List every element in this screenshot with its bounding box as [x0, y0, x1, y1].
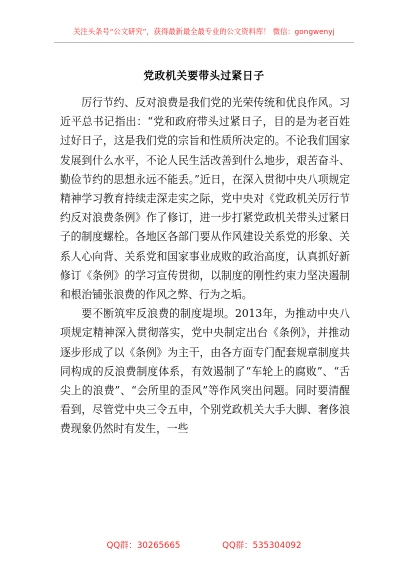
- header-notice: 关注头条号“公文研究”，获得最新最全最专业的公文资料库！ 微信：gongwenyj: [73, 27, 335, 36]
- header-divider: [54, 42, 354, 43]
- footer-contacts: [0, 539, 408, 551]
- footer-qq-group-1: QQ群：30265665: [106, 541, 181, 551]
- footer-qq-group-2: QQ群：535304092: [222, 541, 302, 551]
- document-body: [60, 93, 350, 439]
- document-title: 党政机关要带头过紧日子: [143, 70, 265, 82]
- body-paragraph: 厉行节约、反对浪费是我们党的光荣传统和优良作风。习近平总书记指出：“党和政府带头过紧日子，目的是为老百姓过好日子，这是我们党的宗旨和性质所决定的。不论我们国家发展到什么水平，不论人民生活改善到什么地步，艰苦奋斗、勤俭节约的思想永远不能丢。”近日，在深入贯彻中央八项规定精神学习教育持续走深走实之际，党中央对《党政机关厉行节约反对浪费条例》作了修订，进一步打紧党政机关带头过紧日子的制度螺栓。各地区各部门要从作风建设关系党的形象、关系人心向背、关系党和国家事业成败的政治高度，认真抓好新修订《条例》的学习宣传贯彻，以制度的刚性约束力坚决遏制和根治铺张浪费的作风之弊、行为之垢。: [60, 96, 350, 302]
- body-paragraph: 要不断筑牢反浪费的制度堤坝。2013年，为推动中央八项规定精神深入贯彻落实，党中央制定出台《条例》，并推动逐步形成了以《条例》为主干，由各方面专门配套规章制度共同构成的反浪费制度体系，有效遏制了“车轮上的腐败”、“舌尖上的浪费”、“会所里的歪风”等作风突出问题。同时要清醒看到，尽管党中央三令五申，个别党政机关大手大脚、奢侈浪费现象仍然时有发生，一些: [60, 307, 350, 436]
